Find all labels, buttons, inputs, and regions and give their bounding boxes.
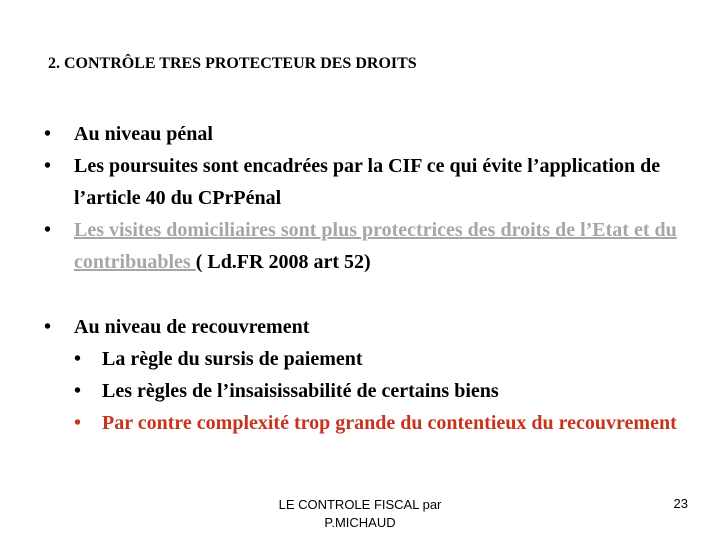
visites-link[interactable]: Les visites domiciliaires sont plus protectrices des droits de l’Etat et du contribuables	[74, 219, 677, 273]
footer-line: P.MICHAUD	[324, 515, 396, 530]
bullet-item-visites	[44, 214, 684, 278]
bullet-text: Les poursuites sont encadrées par la CIF ce qui évite l’application de l’article 40 du CPrPénal	[74, 155, 661, 209]
page-number: 23	[673, 496, 688, 511]
bullet-dot: •	[74, 348, 82, 370]
bullet-text: ( Ld.FR 2008 art 52)	[195, 251, 371, 273]
bullet-item-penal	[44, 118, 684, 150]
bullet-dot: •	[44, 123, 52, 145]
bullet-dot: •	[44, 155, 52, 177]
slide-title: 2. CONTRÔLE TRES PROTECTEUR DES DROITS	[48, 55, 417, 72]
bullet-text: Au niveau de recouvrement	[74, 316, 310, 338]
sub-bullet-complexite	[44, 407, 684, 439]
sub-bullet-insaisissabilite	[44, 375, 684, 407]
bullet-text: La règle du sursis de paiement	[102, 348, 363, 370]
bullet-dot: •	[74, 380, 82, 402]
slide-footer	[250, 496, 470, 532]
bullet-item-recouvrement	[44, 311, 684, 343]
bullet-item-poursuites	[44, 150, 684, 214]
bullet-list	[44, 118, 684, 439]
bullet-text: Au niveau pénal	[74, 123, 213, 145]
bullet-text: Par contre complexité trop grande du contentieux du recouvrement	[102, 412, 677, 434]
bullet-dot: •	[74, 412, 82, 434]
footer-line: LE CONTROLE FISCAL par	[278, 497, 442, 512]
spacer	[44, 278, 684, 311]
sub-bullet-sursis	[44, 343, 684, 375]
bullet-text: Les règles de l’insaisissabilité de certains biens	[102, 380, 499, 402]
bullet-dot: •	[44, 219, 52, 241]
bullet-dot: •	[44, 316, 52, 338]
